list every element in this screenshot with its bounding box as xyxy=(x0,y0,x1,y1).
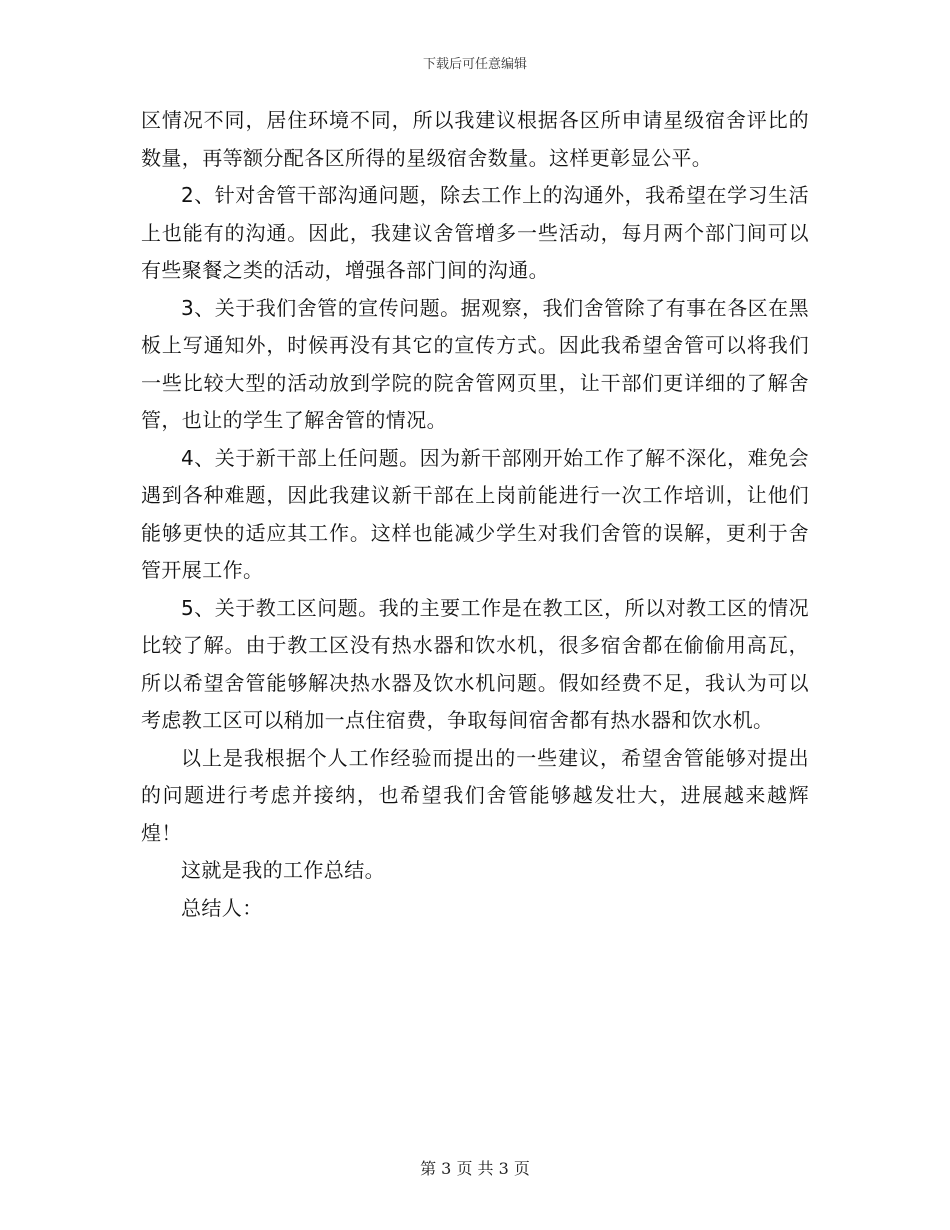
signature-label: 总结人： xyxy=(181,895,263,920)
paragraph-item-2: 2、针对舍管干部沟通问题，除去工作上的沟通外，我希望在学习生活上也能有的沟通。因此，我建议舍管增多一些活动，每月两个部门间可以有些聚餐之类的活动，增强各部门间的沟通。 xyxy=(141,183,809,282)
document-body xyxy=(141,102,809,927)
header-note: 下载后可任意编辑 xyxy=(422,57,527,72)
paragraph-conclusion: 以上是我根据个人工作经验而提出的一些建议，希望舍管能够对提出的问题进行考虑并接纳，也希望我们舍管能够越发壮大，进展越来越辉煌！ xyxy=(141,745,809,845)
page-number: 第 3 页 共 3 页 xyxy=(420,1159,530,1178)
paragraph-item-4: 4、关于新干部上任问题。因为新干部刚开始工作了解不深化，难免会遇到各种难题，因此我建议新干部在上岗前能进行一次工作培训，让他们能够更快的适应其工作。这样也能减少学生对我们舍管的误解，更利于舍管开展工作。 xyxy=(141,445,809,582)
paragraph-item-5: 5、关于教工区问题。我的主要工作是在教工区，所以对教工区的情况比较了解。由于教工区没有热水器和饮水机，很多宿舍都在偷偷用高瓦，所以希望舍管能够解决热水器及饮水机问题。假如经费不足，我认为可以考虑教工区可以稍加一点住宿费，争取每间宿舍都有热水器和饮水机。 xyxy=(141,595,809,732)
paragraph-item-3: 3、关于我们舍管的宣传问题。据观察，我们舍管除了有事在各区在黑板上写通知外，时候再没有其它的宣传方式。因此我希望舍管可以将我们一些比较大型的活动放到学院的院舍管网页里，让干部们更详细的了解舍管，也让的学生了解舍管的情况。 xyxy=(141,295,809,432)
paragraph-closing: 这就是我的工作总结。 xyxy=(181,858,385,882)
paragraph-continuation: 区情况不同，居住环境不同，所以我建议根据各区所申请星级宿舍评比的数量，再等额分配各区所得的星级宿舍数量。这样更彰显公平。 xyxy=(141,108,809,170)
